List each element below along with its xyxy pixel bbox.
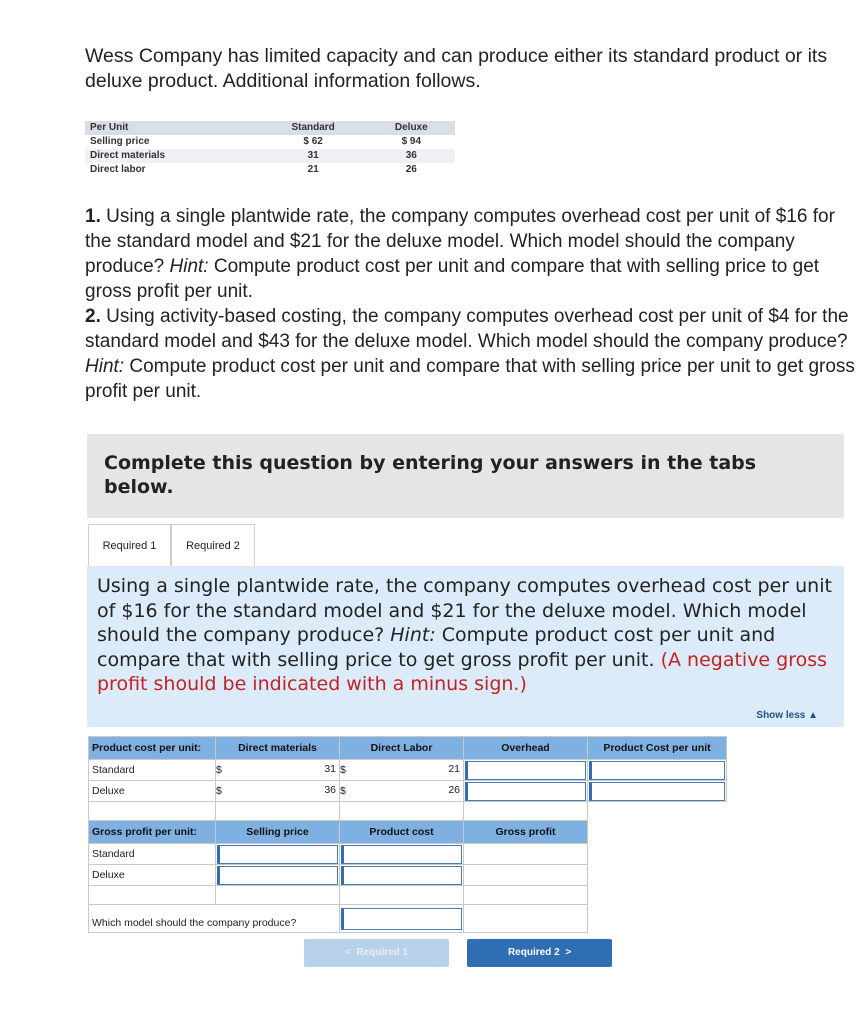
empty-cell	[588, 905, 727, 933]
tab-required-2[interactable]: Required 2	[171, 524, 255, 567]
required-1-panel	[87, 566, 844, 727]
product-cost-input-standard[interactable]	[589, 761, 725, 780]
which-model-input[interactable]	[341, 908, 462, 930]
info-row-label: Direct materials	[85, 149, 259, 163]
required-1-note: (A negative gross profit should be indicated with a minus sign.)	[97, 648, 828, 695]
spacer-cell	[216, 802, 340, 821]
cost-header-overhead: Overhead	[464, 737, 588, 760]
which-model-label: Which model should the company produce?	[89, 905, 340, 933]
info-table	[85, 121, 455, 177]
info-row-deluxe: $ 94	[401, 136, 422, 147]
cost-header-direct-materials: Direct materials	[216, 737, 340, 760]
prev-button-label: Required 1	[356, 947, 409, 958]
prev-button[interactable]	[304, 939, 449, 967]
selling-price-input-deluxe[interactable]	[217, 866, 338, 885]
empty-cell	[588, 865, 727, 886]
spacer-cell	[89, 802, 216, 821]
cost-row-direct-labor	[340, 781, 464, 802]
cost-header-direct-labor: Direct Labor	[340, 737, 464, 760]
empty-cell	[464, 905, 588, 933]
info-row-standard: 31	[259, 149, 368, 163]
gross-profit-cell	[464, 865, 588, 886]
spacer-cell	[216, 886, 340, 905]
next-button[interactable]	[467, 939, 612, 967]
spacer-cell	[588, 802, 727, 821]
spacer-cell	[588, 886, 727, 905]
profit-row-label: Standard	[89, 844, 216, 865]
product-cost-input-deluxe[interactable]	[589, 782, 725, 801]
cost-row-direct-labor	[340, 760, 464, 781]
selling-price-input-standard[interactable]	[217, 845, 338, 864]
required-1-hint: Compute product cost per unit and compare that with selling price to get gross profit per unit.	[97, 624, 776, 671]
info-row-standard: 21	[307, 164, 319, 175]
product-cost-cell	[340, 865, 464, 886]
which-model-cell	[340, 905, 464, 933]
next-button-label: Required 2	[507, 947, 560, 958]
cost-row-label: Deluxe	[89, 781, 216, 802]
product-cost-cell	[340, 844, 464, 865]
question-2-hint: Compute product cost per unit and compare that with selling price per unit to get gross profit per unit.	[85, 356, 855, 402]
cost-header-label: Product cost per unit:	[89, 737, 216, 760]
profit-row-label: Deluxe	[89, 865, 216, 886]
question-2-number: 2.	[85, 306, 101, 327]
profit-header-label: Gross profit per unit:	[89, 821, 216, 844]
question-1-hint: Compute product cost per unit and compare that with selling price to get gross profit per unit.	[85, 256, 820, 302]
profit-header-gross-profit: Gross profit	[464, 821, 588, 844]
overhead-cell	[464, 781, 588, 802]
info-row-label: Selling price	[90, 136, 150, 147]
cost-row-direct-materials	[216, 781, 340, 802]
chevron-left-icon: <	[344, 947, 351, 958]
cost-value: 21	[448, 763, 460, 775]
cost-value: 36	[324, 784, 336, 796]
answer-grid	[88, 736, 727, 933]
cost-value: 31	[324, 763, 336, 775]
spacer-cell	[464, 802, 588, 821]
product-cost-cell	[588, 760, 727, 781]
complete-banner	[87, 434, 844, 518]
info-row-deluxe: 36	[368, 149, 455, 163]
currency-sign: $	[216, 764, 222, 776]
question-1	[85, 204, 857, 304]
table-row	[89, 760, 727, 781]
spacer-cell	[464, 886, 588, 905]
cost-header-product-cost: Product Cost per unit	[588, 737, 727, 760]
triangle-up-icon: ▲	[808, 710, 818, 721]
question-2-hint-label: Hint:	[85, 356, 125, 377]
overhead-cell	[464, 760, 588, 781]
spacer-cell	[340, 802, 464, 821]
spacer-cell	[340, 886, 464, 905]
cost-value: 26	[448, 784, 460, 796]
table-row	[89, 905, 727, 933]
cost-row-label: Standard	[89, 760, 216, 781]
spacer-cell	[89, 886, 216, 905]
info-header-deluxe: Deluxe	[368, 121, 455, 135]
selling-price-cell	[216, 865, 340, 886]
gross-profit-cell	[464, 844, 588, 865]
product-cost-input-standard-2[interactable]	[341, 845, 462, 864]
info-row-label: Direct labor	[90, 164, 146, 175]
profit-header-selling-price: Selling price	[216, 821, 340, 844]
question-2	[85, 304, 857, 404]
overhead-input-deluxe[interactable]	[465, 782, 586, 801]
currency-sign: $	[216, 785, 222, 797]
required-1-instructions	[97, 574, 837, 697]
table-row	[89, 865, 727, 886]
cost-row-direct-materials	[216, 760, 340, 781]
question-2-text: Using activity-based costing, the company computes overhead cost per unit of $4 for the standard model and $43 for the deluxe model. Which model should the company produce?	[85, 306, 849, 352]
required-1-hint-label: Hint:	[390, 624, 436, 646]
question-1-text: Using a single plantwide rate, the company computes overhead cost per unit of $16 for the standard model and $21 for the deluxe model. Which model should the company produce?	[85, 206, 835, 277]
info-row-deluxe: 26	[405, 164, 417, 175]
show-less-label: Show less	[756, 710, 806, 721]
currency-sign: $	[340, 764, 346, 776]
question-1-hint-label: Hint:	[169, 256, 209, 277]
table-row	[89, 844, 727, 865]
product-cost-cell	[588, 781, 727, 802]
info-header-per-unit: Per Unit	[85, 121, 259, 135]
table-row	[89, 781, 727, 802]
problem-intro: Wess Company has limited capacity and can produce either its standard product or its deluxe product. Additional information follows.	[85, 45, 828, 92]
complete-banner-text: Complete this question by entering your answers in the tabs below.	[104, 452, 757, 498]
required-1-text: Using a single plantwide rate, the company computes overhead cost per unit of $16 for the standard model and $21 for the deluxe model. Which model should the company produce?	[97, 575, 832, 646]
empty-cell	[588, 821, 727, 844]
question-1-number: 1.	[85, 206, 101, 227]
product-cost-input-deluxe-2[interactable]	[341, 866, 462, 885]
show-less-toggle[interactable]	[756, 710, 818, 721]
tab-required-1[interactable]: Required 1	[88, 524, 171, 567]
info-row-standard: $ 62	[303, 136, 323, 147]
profit-header-product-cost: Product cost	[340, 821, 464, 844]
overhead-input-standard[interactable]	[465, 761, 586, 780]
info-header-standard: Standard	[259, 121, 368, 135]
questions	[85, 204, 857, 404]
chevron-right-icon: >	[565, 947, 572, 958]
empty-cell	[588, 844, 727, 865]
currency-sign: $	[340, 785, 346, 797]
selling-price-cell	[216, 844, 340, 865]
